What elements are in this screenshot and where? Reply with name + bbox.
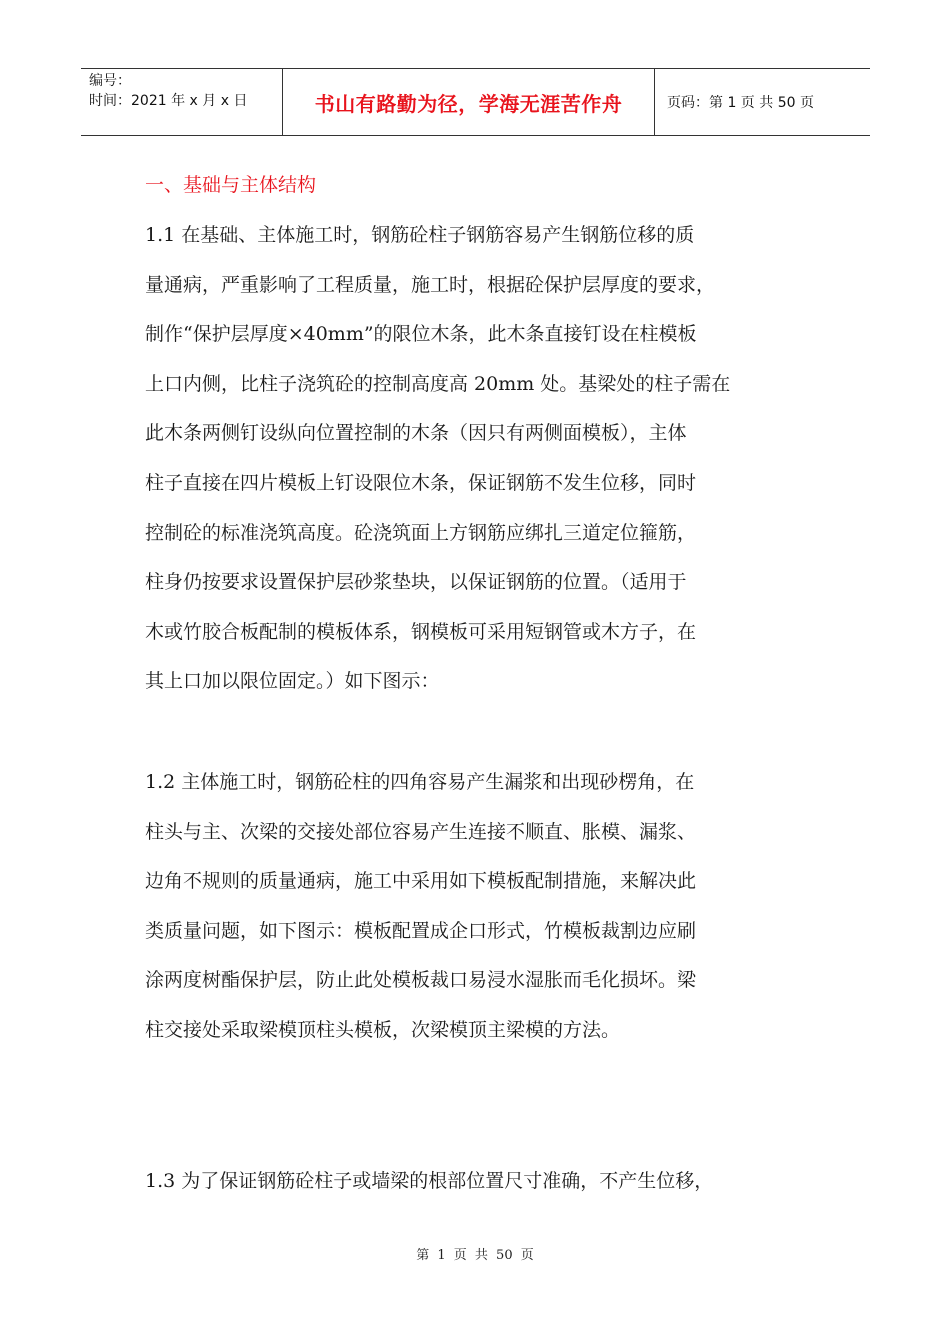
paragraph-line: 制作“保护层厚度×40mm”的限位木条，此木条直接钉设在柱模板 xyxy=(145,323,697,346)
document-date-label: 时间：2021 年 x 月 x 日 xyxy=(89,93,248,109)
header-meta-cell xyxy=(81,69,283,135)
paragraph-line: 量通病，严重影响了工程质量，施工时，根据砼保护层厚度的要求， xyxy=(145,273,716,296)
paragraph-line: 控制砼的标准浇筑高度。砼浇筑面上方钢筋应绑扎三道定位箍筋， xyxy=(145,521,697,544)
paragraph-line: 1.1 在基础、主体施工时，钢筋砼柱子钢筋容易产生钢筋位移的质 xyxy=(145,224,695,246)
paragraph-line: 柱头与主、次梁的交接处部位容易产生连接不顺直、胀模、漏浆、 xyxy=(145,820,697,843)
paragraph-line: 其上口加以限位固定。）如下图示： xyxy=(145,670,440,693)
paragraph-line: 类质量问题，如下图示：模板配置成企口形式，竹模板裁割边应刷 xyxy=(145,919,697,942)
paragraph-1-1 xyxy=(145,211,815,707)
paragraph-line: 柱交接处采取梁模顶柱头模板，次梁模顶主梁模的方法。 xyxy=(145,1018,621,1041)
paragraph-1-3 xyxy=(145,1157,815,1207)
page-footer: 第 1 页 共 50 页 xyxy=(416,1248,534,1263)
paragraph-line: 1.2 主体施工时，钢筋砼柱的四角容易产生漏浆和出现砂楞角，在 xyxy=(145,771,695,793)
paragraph-line: 柱子直接在四片模板上钉设限位木条，保证钢筋不发生位移，同时 xyxy=(145,471,697,494)
paragraph-line: 涂两度树酯保护层，防止此处模板裁口易浸水湿胀而毛化损坏。梁 xyxy=(145,969,697,992)
paragraph-line: 1.3 为了保证钢筋砼柱子或墙梁的根部位置尺寸准确，不产生位移， xyxy=(145,1170,714,1192)
header-motto: 书山有路勤为径，学海无涯苦作舟 xyxy=(283,69,655,135)
paragraph-line: 上口内侧，比柱子浇筑砼的控制高度高 20mm 处。基梁处的柱子需在 xyxy=(145,372,731,395)
document-number-label: 编号： xyxy=(89,73,131,89)
paragraph-line: 边角不规则的质量通病，施工中采用如下模板配制措施，来解决此 xyxy=(145,870,697,893)
paragraph-1-2 xyxy=(145,758,815,1056)
header-page-info: 页码：第 1 页 共 50 页 xyxy=(667,95,814,111)
document-header xyxy=(81,68,870,136)
paragraph-line: 柱身仍按要求设置保护层砂浆垫块，以保证钢筋的位置。（适用于 xyxy=(145,571,687,594)
section-heading: 一、基础与主体结构 xyxy=(145,174,317,196)
paragraph-line: 此木条两侧钉设纵向位置控制的木条（因只有两侧面模板），主体 xyxy=(145,422,687,445)
paragraph-line: 木或竹胶合板配制的模板体系，钢模板可采用短钢管或木方子，在 xyxy=(145,620,697,643)
